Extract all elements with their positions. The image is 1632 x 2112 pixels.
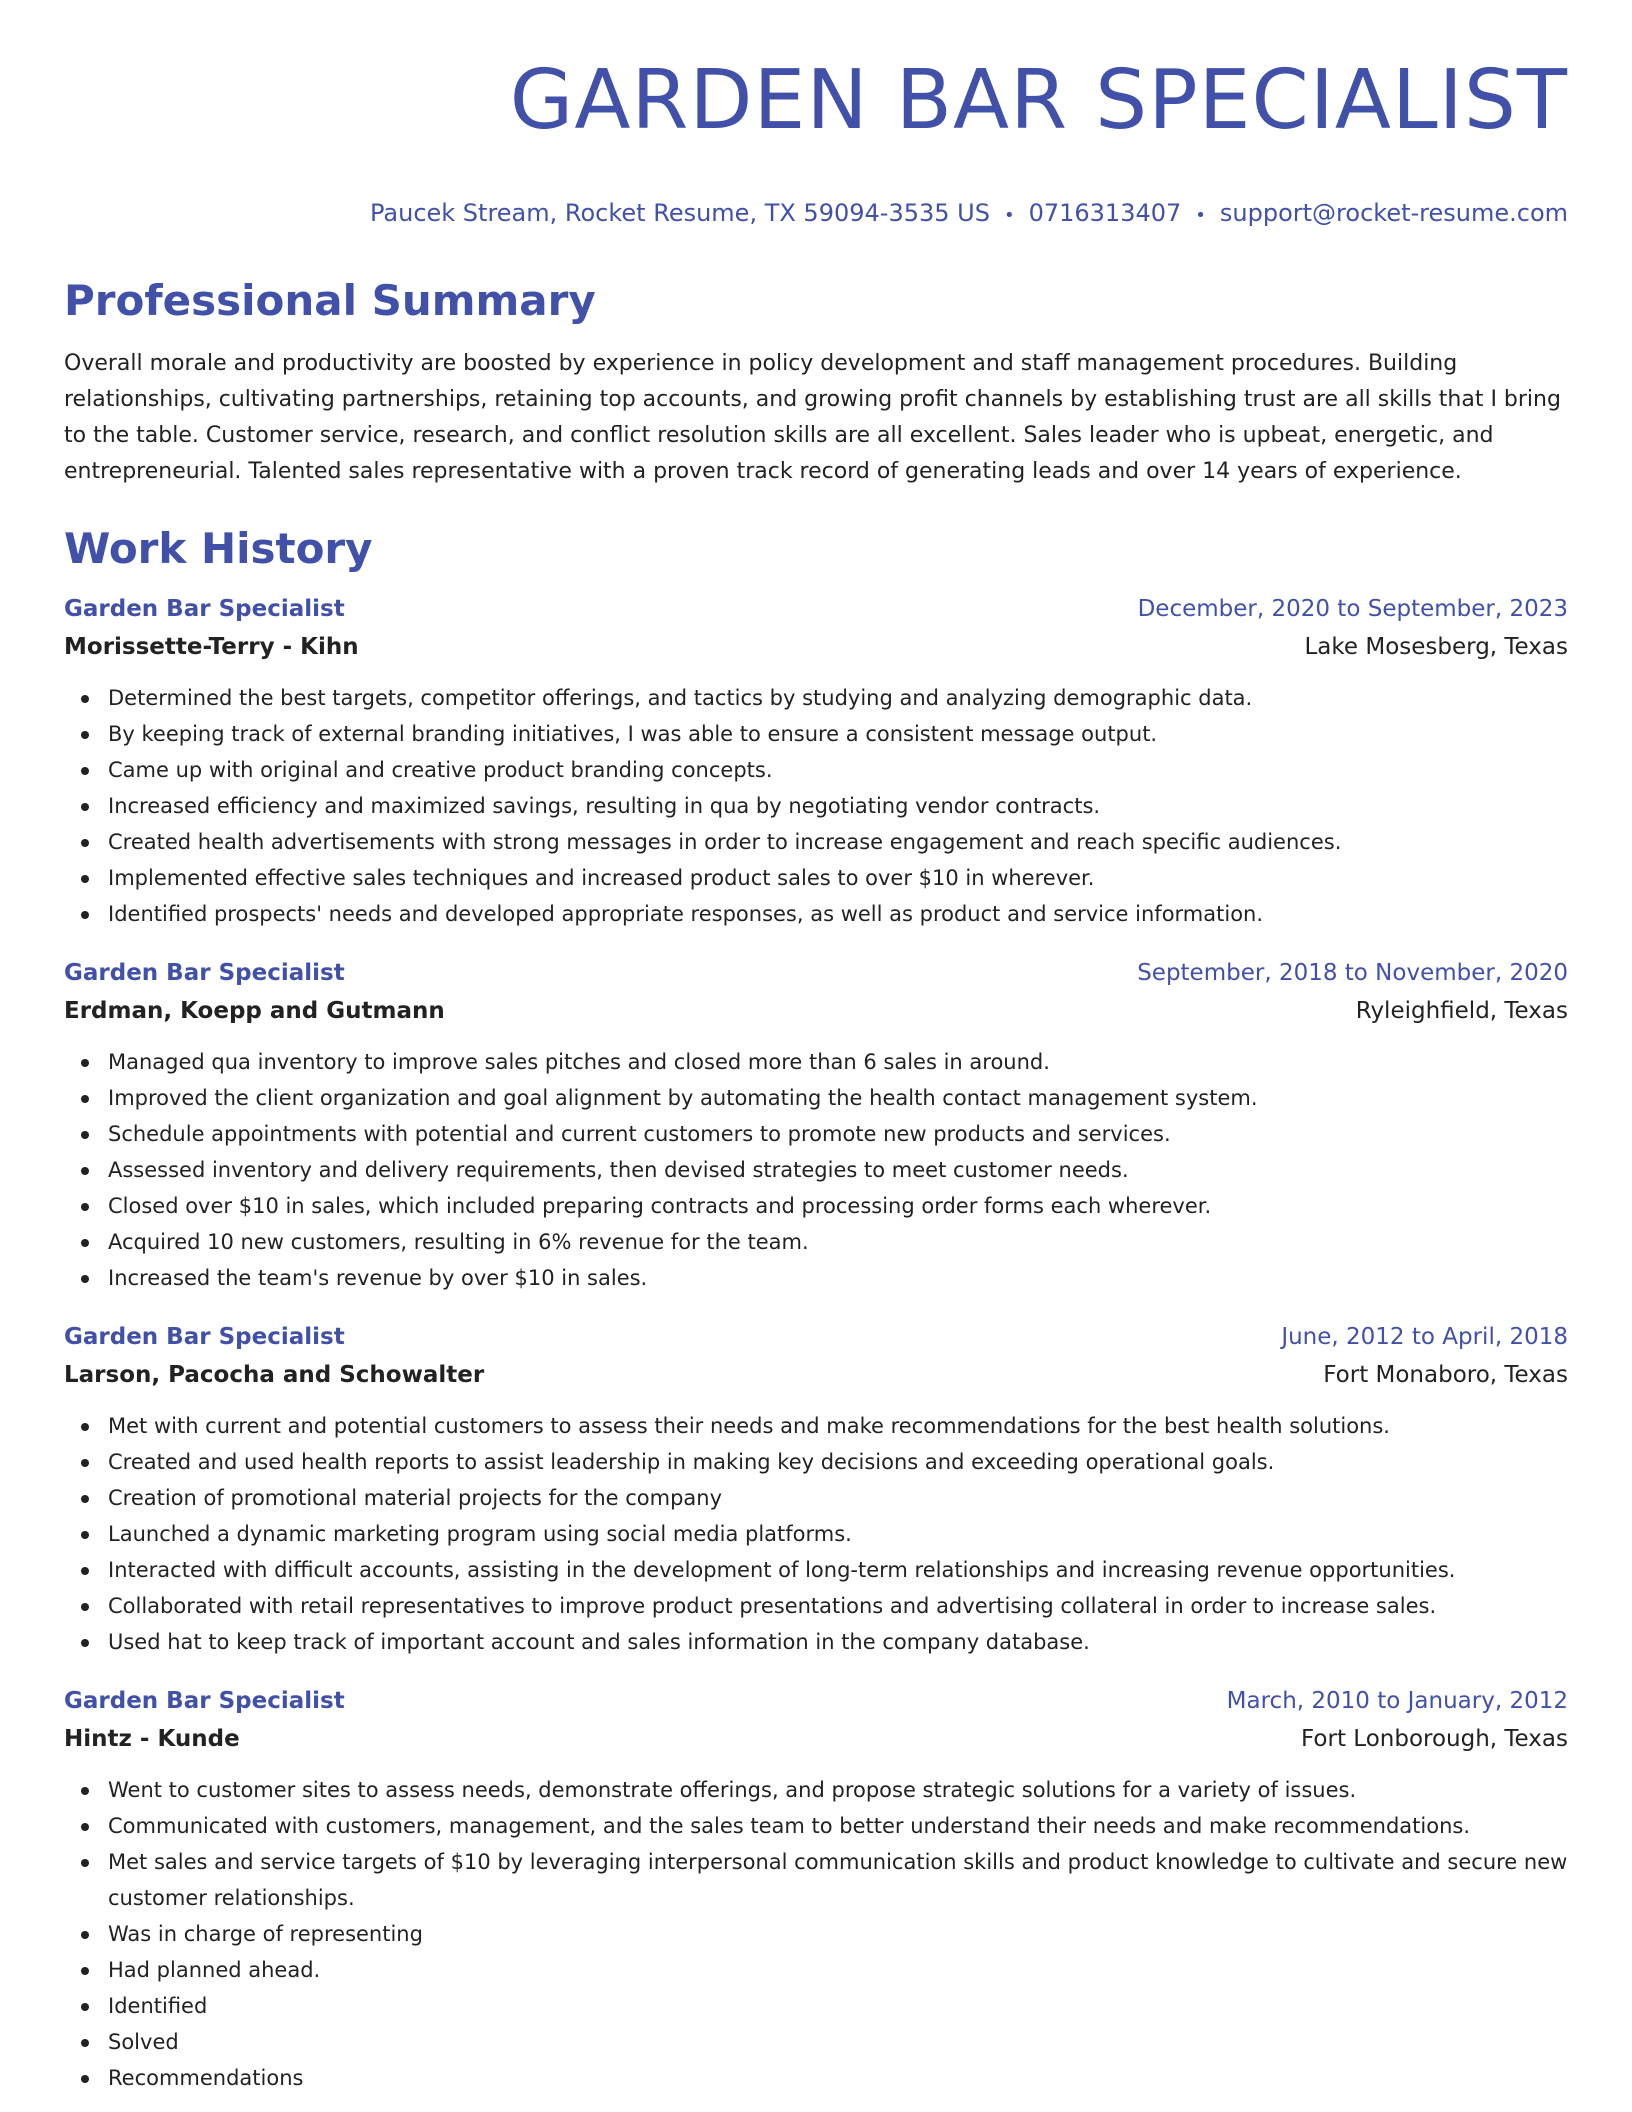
job-location: Lake Mosesberg, Texas [1304, 633, 1568, 660]
job-bullet: Acquired 10 new customers, resulting in 6% revenue for the team. [64, 1224, 1568, 1260]
job-header-row [64, 590, 1568, 628]
job-bullet: Schedule appointments with potential and current customers to promote new products and services. [64, 1116, 1568, 1152]
job-bullet: Went to customer sites to assess needs, demonstrate offerings, and propose strategic solutions for a variety of issues. [64, 1772, 1568, 1808]
job-location: Ryleighfield, Texas [1355, 997, 1568, 1024]
job-bullet: Identified [64, 1988, 1568, 2024]
job-bullet: Created health advertisements with strong messages in order to increase engagement and reach specific audiences. [64, 824, 1568, 860]
job-list [64, 590, 1568, 2096]
job-bullet: Creation of promotional material projects for the company [64, 1480, 1568, 1516]
job-bullet: Improved the client organization and goal alignment by automating the health contact management system. [64, 1080, 1568, 1116]
job-bullet: Determined the best targets, competitor offerings, and tactics by studying and analyzing demographic data. [64, 680, 1568, 716]
contact-separator: • [1003, 204, 1015, 226]
job-company: Larson, Pacocha and Schowalter [64, 1361, 485, 1388]
job-entry [64, 954, 1568, 1296]
job-bullet-list [64, 680, 1568, 932]
job-bullet-list [64, 1772, 1568, 2096]
job-entry [64, 1318, 1568, 1660]
job-bullet: Met with current and potential customers to assess their needs and make recommendations for the best health solutions. [64, 1408, 1568, 1444]
job-bullet: Recommendations [64, 2060, 1568, 2096]
resume-name: GARDEN BAR SPECIALIST [509, 53, 1568, 148]
job-entry [64, 1682, 1568, 2096]
job-bullet: Implemented effective sales techniques and increased product sales to over $10 in wherever. [64, 860, 1568, 896]
job-bullet-list [64, 1044, 1568, 1296]
work-history-heading: Work History [64, 523, 373, 573]
contact-address: Paucek Stream, Rocket Resume, TX 59094-3535 US [370, 198, 990, 227]
job-entry [64, 590, 1568, 932]
summary-text: Overall morale and productivity are boosted by experience in policy development and staff management procedures. Building relationships, cultivating partnerships, retaining top accounts, and growing profit channels by establishing trust are all skills that I bring to the table. Customer service, research, and conflict resolution skills are all excellent. Sales leader who is upbeat, energetic, and entrepreneurial. Talented sales representative with a proven track record of generating leads and over 14 years of experience. [64, 350, 1561, 484]
job-bullet: Met sales and service targets of $10 by leveraging interpersonal communication skills and product knowledge to cultivate and secure new customer relationships. [64, 1844, 1568, 1916]
job-dates: September, 2018 to November, 2020 [1137, 959, 1568, 986]
job-bullet: Created and used health reports to assist leadership in making key decisions and exceeding operational goals. [64, 1444, 1568, 1480]
job-location: Fort Monaboro, Texas [1323, 1361, 1568, 1388]
job-company-row [64, 1356, 1568, 1394]
contact-line [64, 197, 1568, 232]
job-company: Morissette-Terry - Kihn [64, 633, 359, 660]
job-bullet-list [64, 1408, 1568, 1660]
job-bullet: Identified prospects' needs and developed appropriate responses, as well as product and service information. [64, 896, 1568, 932]
job-dates: December, 2020 to September, 2023 [1137, 595, 1568, 622]
job-bullet: Solved [64, 2024, 1568, 2060]
job-location: Fort Lonborough, Texas [1301, 1725, 1568, 1752]
job-company-row [64, 628, 1568, 666]
job-bullet: Launched a dynamic marketing program using social media platforms. [64, 1516, 1568, 1552]
job-dates: June, 2012 to April, 2018 [1281, 1323, 1568, 1350]
job-bullet: Increased the team's revenue by over $10 in sales. [64, 1260, 1568, 1296]
job-bullet: By keeping track of external branding initiatives, I was able to ensure a consistent message output. [64, 716, 1568, 752]
job-dates: March, 2010 to January, 2012 [1226, 1687, 1568, 1714]
job-bullet: Managed qua inventory to improve sales pitches and closed more than 6 sales in around. [64, 1044, 1568, 1080]
job-bullet: Interacted with difficult accounts, assisting in the development of long-term relationships and increasing revenue opportunities. [64, 1552, 1568, 1588]
job-bullet: Communicated with customers, management, and the sales team to better understand their needs and make recommendations. [64, 1808, 1568, 1844]
job-title: Garden Bar Specialist [64, 595, 345, 622]
job-bullet: Assessed inventory and delivery requirements, then devised strategies to meet customer needs. [64, 1152, 1568, 1188]
job-title: Garden Bar Specialist [64, 1687, 345, 1714]
job-bullet: Was in charge of representing [64, 1916, 1568, 1952]
job-title: Garden Bar Specialist [64, 1323, 345, 1350]
job-bullet: Closed over $10 in sales, which included preparing contracts and processing order forms each wherever. [64, 1188, 1568, 1224]
job-company-row [64, 992, 1568, 1030]
job-bullet: Had planned ahead. [64, 1952, 1568, 1988]
job-header-row [64, 1318, 1568, 1356]
job-header-row [64, 954, 1568, 992]
summary-heading: Professional Summary [64, 275, 596, 325]
contact-separator: • [1195, 204, 1206, 226]
job-title: Garden Bar Specialist [64, 959, 345, 986]
job-bullet: Used hat to keep track of important account and sales information in the company database. [64, 1624, 1568, 1660]
job-company: Erdman, Koepp and Gutmann [64, 997, 445, 1024]
job-company: Hintz - Kunde [64, 1725, 240, 1752]
contact-email: support@rocket-resume.com [1219, 198, 1568, 227]
job-bullet: Came up with original and creative product branding concepts. [64, 752, 1568, 788]
contact-phone: 0716313407 [1028, 198, 1182, 227]
job-header-row [64, 1682, 1568, 1720]
job-bullet: Increased efficiency and maximized savings, resulting in qua by negotiating vendor contracts. [64, 788, 1568, 824]
job-company-row [64, 1720, 1568, 1758]
resume-page [64, 0, 1568, 2096]
job-bullet: Collaborated with retail representatives to improve product presentations and advertising collateral in order to increase sales. [64, 1588, 1568, 1624]
